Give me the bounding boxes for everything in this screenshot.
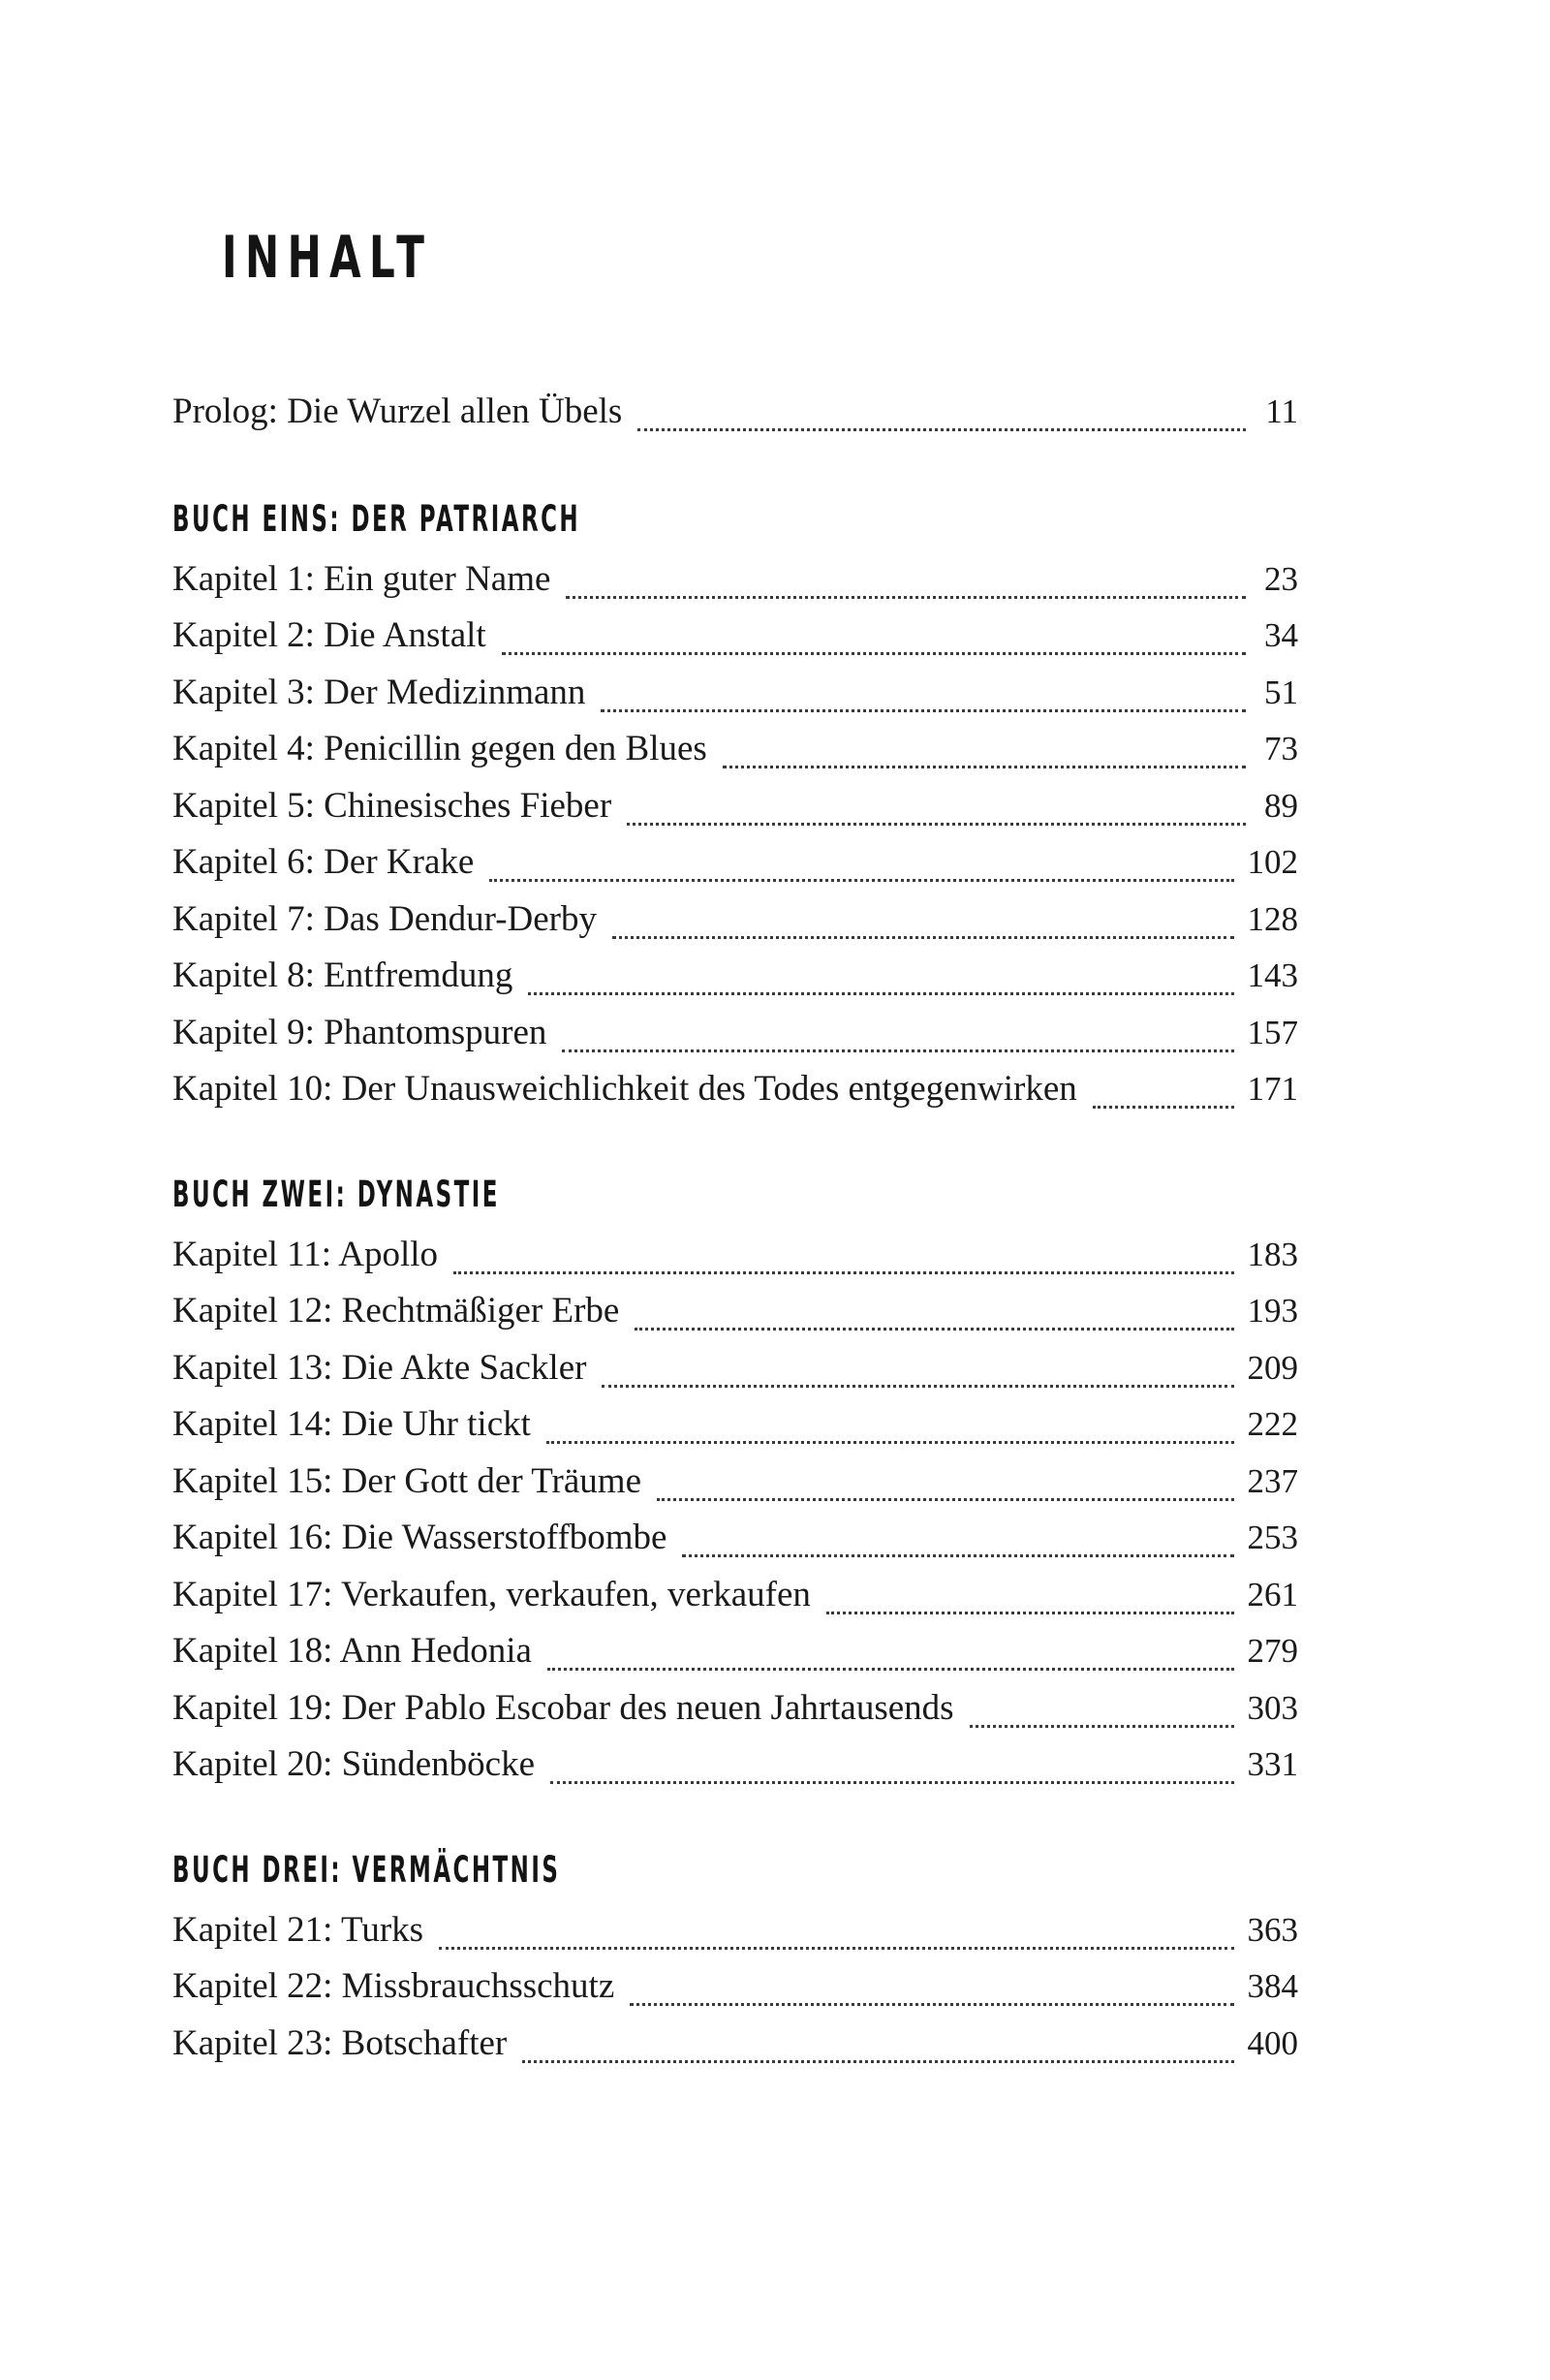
toc-entry bbox=[172, 892, 1298, 949]
toc-entry bbox=[172, 551, 1298, 609]
toc-entry bbox=[172, 1454, 1298, 1511]
toc-entry bbox=[172, 665, 1298, 722]
toc-entry bbox=[172, 1510, 1298, 1567]
toc-entry-label: Kapitel 11: Apollo bbox=[172, 1234, 439, 1274]
toc-entry bbox=[172, 1283, 1298, 1340]
dot-leader bbox=[682, 1554, 1233, 1557]
toc-entry bbox=[172, 608, 1298, 665]
dot-leader bbox=[550, 1781, 1233, 1784]
toc-entry-page-number: 253 bbox=[1247, 1519, 1298, 1556]
dot-leader bbox=[1093, 1106, 1234, 1109]
toc-entry bbox=[172, 834, 1298, 892]
toc-entry-label: Kapitel 16: Die Wasserstoffbombe bbox=[172, 1518, 667, 1557]
toc-entry bbox=[172, 1005, 1298, 1062]
toc-entry-label: Kapitel 20: Sündenböcke bbox=[172, 1744, 536, 1784]
dot-leader bbox=[627, 823, 1246, 826]
toc-entry-page-number: 279 bbox=[1247, 1632, 1298, 1670]
dot-leader bbox=[528, 992, 1233, 995]
section-heading: BUCH DREI: VERMÄCHTNIS bbox=[172, 1848, 561, 1891]
toc-entry-page-number: 89 bbox=[1264, 786, 1298, 825]
toc-entry-page-number: 183 bbox=[1247, 1235, 1298, 1273]
toc-entry-label: Kapitel 18: Ann Hedonia bbox=[172, 1631, 532, 1671]
dot-leader bbox=[453, 1271, 1233, 1274]
toc-entry-page-number: 171 bbox=[1247, 1070, 1298, 1108]
dot-leader bbox=[612, 936, 1234, 939]
toc-entry-page-number: 261 bbox=[1247, 1575, 1298, 1613]
toc-entry bbox=[172, 1680, 1298, 1738]
toc-entry-page-number: 193 bbox=[1247, 1292, 1298, 1330]
toc-entry-label: Kapitel 14: Die Uhr tickt bbox=[172, 1404, 531, 1444]
toc-entry-page-number: 34 bbox=[1264, 616, 1298, 654]
toc-entry bbox=[172, 1061, 1298, 1118]
toc-section-book-3 bbox=[172, 1838, 1298, 2073]
dot-leader bbox=[522, 2060, 1233, 2063]
toc-entry-page-number: 400 bbox=[1247, 2023, 1298, 2062]
toc-entry-label: Kapitel 8: Entfremdung bbox=[172, 955, 513, 995]
toc-entry-page-number: 157 bbox=[1247, 1013, 1298, 1051]
toc-entry-label: Kapitel 4: Penicillin gegen den Blues bbox=[172, 729, 707, 768]
dot-leader bbox=[502, 652, 1246, 655]
toc-section-book-2 bbox=[172, 1163, 1298, 1794]
toc-entry bbox=[172, 1227, 1298, 1284]
toc-entry bbox=[172, 1902, 1298, 1959]
toc-entry-label: Kapitel 21: Turks bbox=[172, 1909, 424, 1950]
toc-entry-label: Kapitel 9: Phantomspuren bbox=[172, 1012, 547, 1052]
toc-entry-label: Prolog: Die Wurzel allen Übels bbox=[172, 391, 623, 431]
toc-entry-page-number: 11 bbox=[1265, 392, 1298, 430]
dot-leader bbox=[547, 1668, 1234, 1671]
toc-entry-page-number: 128 bbox=[1247, 899, 1298, 938]
toc-entry-label: Kapitel 1: Ein guter Name bbox=[172, 558, 551, 599]
toc-entry-label: Kapitel 12: Rechtmäßiger Erbe bbox=[172, 1291, 620, 1331]
toc-entry-page-number: 303 bbox=[1247, 1688, 1298, 1727]
toc-entry-page-number: 23 bbox=[1264, 559, 1298, 598]
dot-leader bbox=[723, 766, 1246, 768]
dot-leader bbox=[439, 1947, 1233, 1950]
toc-section-book-1 bbox=[172, 487, 1298, 1118]
toc-entry bbox=[172, 778, 1298, 835]
toc-entry-page-number: 222 bbox=[1247, 1405, 1298, 1443]
toc-entry-page-number: 331 bbox=[1247, 1745, 1298, 1783]
toc-entry-label: Kapitel 19: Der Pablo Escobar des neuen Jahrtausends bbox=[172, 1687, 954, 1728]
toc-entry-page-number: 209 bbox=[1247, 1348, 1298, 1387]
toc-entry-label: Kapitel 15: Der Gott der Träume bbox=[172, 1460, 641, 1501]
toc-entry bbox=[172, 1567, 1298, 1624]
dot-leader bbox=[601, 709, 1246, 712]
toc-entry-page-number: 73 bbox=[1264, 730, 1298, 767]
toc-entry bbox=[172, 721, 1298, 778]
table-of-contents bbox=[172, 384, 1298, 2072]
toc-entry-label: Kapitel 10: Der Unausweichlichkeit des Todes entgegenwirken bbox=[172, 1069, 1077, 1109]
toc-entry-page-number: 143 bbox=[1247, 956, 1298, 994]
toc-entry bbox=[172, 1396, 1298, 1454]
dot-leader bbox=[562, 1049, 1233, 1052]
toc-entry bbox=[172, 1737, 1298, 1794]
dot-leader bbox=[637, 428, 1246, 431]
section-heading: BUCH EINS: DER PATRIARCH bbox=[172, 497, 581, 540]
toc-entry-page-number: 384 bbox=[1247, 1967, 1298, 2005]
dot-leader bbox=[970, 1725, 1234, 1728]
toc-entry-label: Kapitel 23: Botschafter bbox=[172, 2022, 508, 2063]
toc-entry-label: Kapitel 13: Die Akte Sackler bbox=[172, 1347, 587, 1388]
toc-entry-page-number: 363 bbox=[1247, 1910, 1298, 1949]
dot-leader bbox=[602, 1385, 1233, 1388]
toc-entry bbox=[172, 1623, 1298, 1680]
toc-entry-label: Kapitel 17: Verkaufen, verkaufen, verkaufen bbox=[172, 1574, 811, 1614]
toc-entry-page-number: 102 bbox=[1247, 843, 1298, 881]
toc-entry-label: Kapitel 3: Der Medizinmann bbox=[172, 672, 586, 712]
dot-leader bbox=[489, 879, 1233, 882]
toc-entry-prolog bbox=[172, 384, 1298, 441]
section-heading: BUCH ZWEI: DYNASTIE bbox=[172, 1173, 500, 1215]
toc-entry bbox=[172, 2016, 1298, 2073]
toc-entry-page-number: 237 bbox=[1247, 1461, 1298, 1500]
toc-entry-label: Kapitel 22: Missbrauchsschutz bbox=[172, 1966, 615, 2006]
dot-leader bbox=[635, 1328, 1233, 1331]
page-title: INHALT bbox=[222, 224, 433, 293]
toc-entry bbox=[172, 1340, 1298, 1397]
toc-entry-label: Kapitel 2: Die Anstalt bbox=[172, 615, 486, 655]
toc-entry bbox=[172, 1958, 1298, 2016]
dot-leader bbox=[566, 596, 1246, 599]
toc-entry-label: Kapitel 5: Chinesisches Fieber bbox=[172, 785, 612, 826]
toc-entry-label: Kapitel 6: Der Krake bbox=[172, 842, 475, 882]
toc-entry-label: Kapitel 7: Das Dendur-Derby bbox=[172, 898, 597, 939]
dot-leader bbox=[657, 1498, 1234, 1501]
toc-entry bbox=[172, 948, 1298, 1005]
dot-leader bbox=[546, 1441, 1234, 1444]
dot-leader bbox=[826, 1612, 1234, 1614]
dot-leader bbox=[630, 2003, 1233, 2006]
toc-entry-page-number: 51 bbox=[1264, 673, 1298, 711]
